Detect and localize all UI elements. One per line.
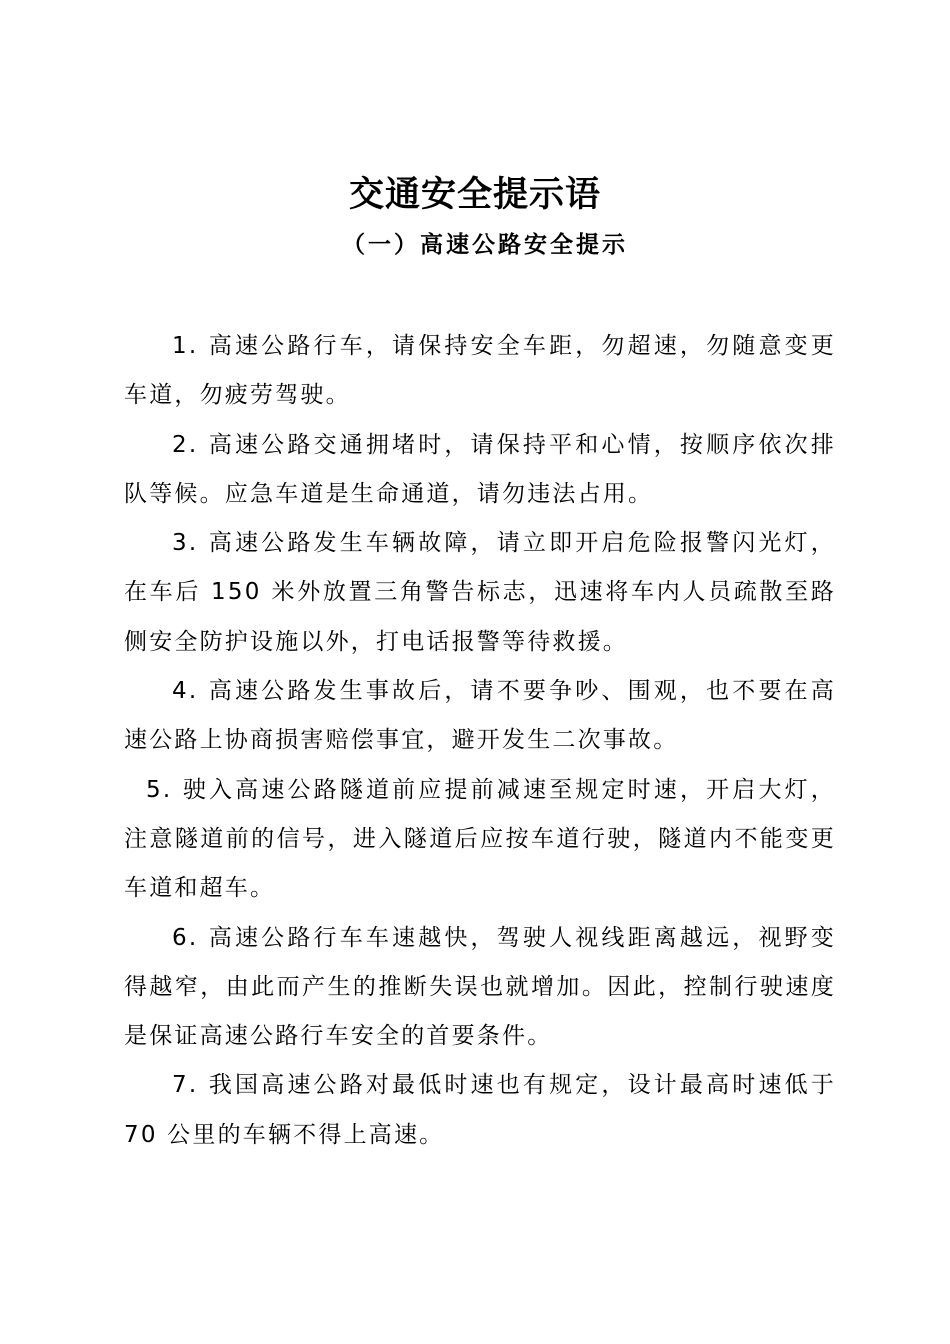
section-heading: （一）高速公路安全提示 [342, 232, 628, 258]
tip-paragraph-4: 4. 高速公路发生事故后，请不要争吵、围观，也不要在高速公路上协商损害赔偿事宜，避开发生二次事故。 [124, 678, 836, 754]
tip-paragraph-6: 6. 高速公路行车车速越快，驾驶人视线距离越远，视野变得越窄，由此而产生的推断失误也就增加。因此，控制行驶速度是保证高速公路行车安全的首要条件。 [124, 924, 836, 1050]
tip-paragraph-3: 3. 高速公路发生车辆故障，请立即开启危险报警闪光灯，在车后 150 米外放置三角警告标志，迅速将车内人员疏散至路侧安全防护设施以外，打电话报警等待救援。 [124, 530, 836, 655]
tip-paragraph-2: 2. 高速公路交通拥堵时，请保持平和心情，按顺序依次排队等候。应急车道是生命通道，请勿违法占用。 [124, 431, 836, 507]
document-body [124, 322, 836, 1160]
tip-paragraph-1: 1. 高速公路行车，请保持安全车距，勿超速，勿随意变更车道，勿疲劳驾驶。 [124, 333, 836, 409]
tip-paragraph-5: 5. 驶入高速公路隧道前应提前减速至规定时速，开启大灯，注意隧道前的信号，进入隧道后应按车道行驶，隧道内不能变更车道和超车。 [124, 776, 836, 902]
tip-paragraph-7: 7. 我国高速公路对最低时速也有规定，设计最高时速低于 70 公里的车辆不得上高速。 [124, 1072, 836, 1148]
document-title: 交通安全提示语 [348, 174, 601, 215]
